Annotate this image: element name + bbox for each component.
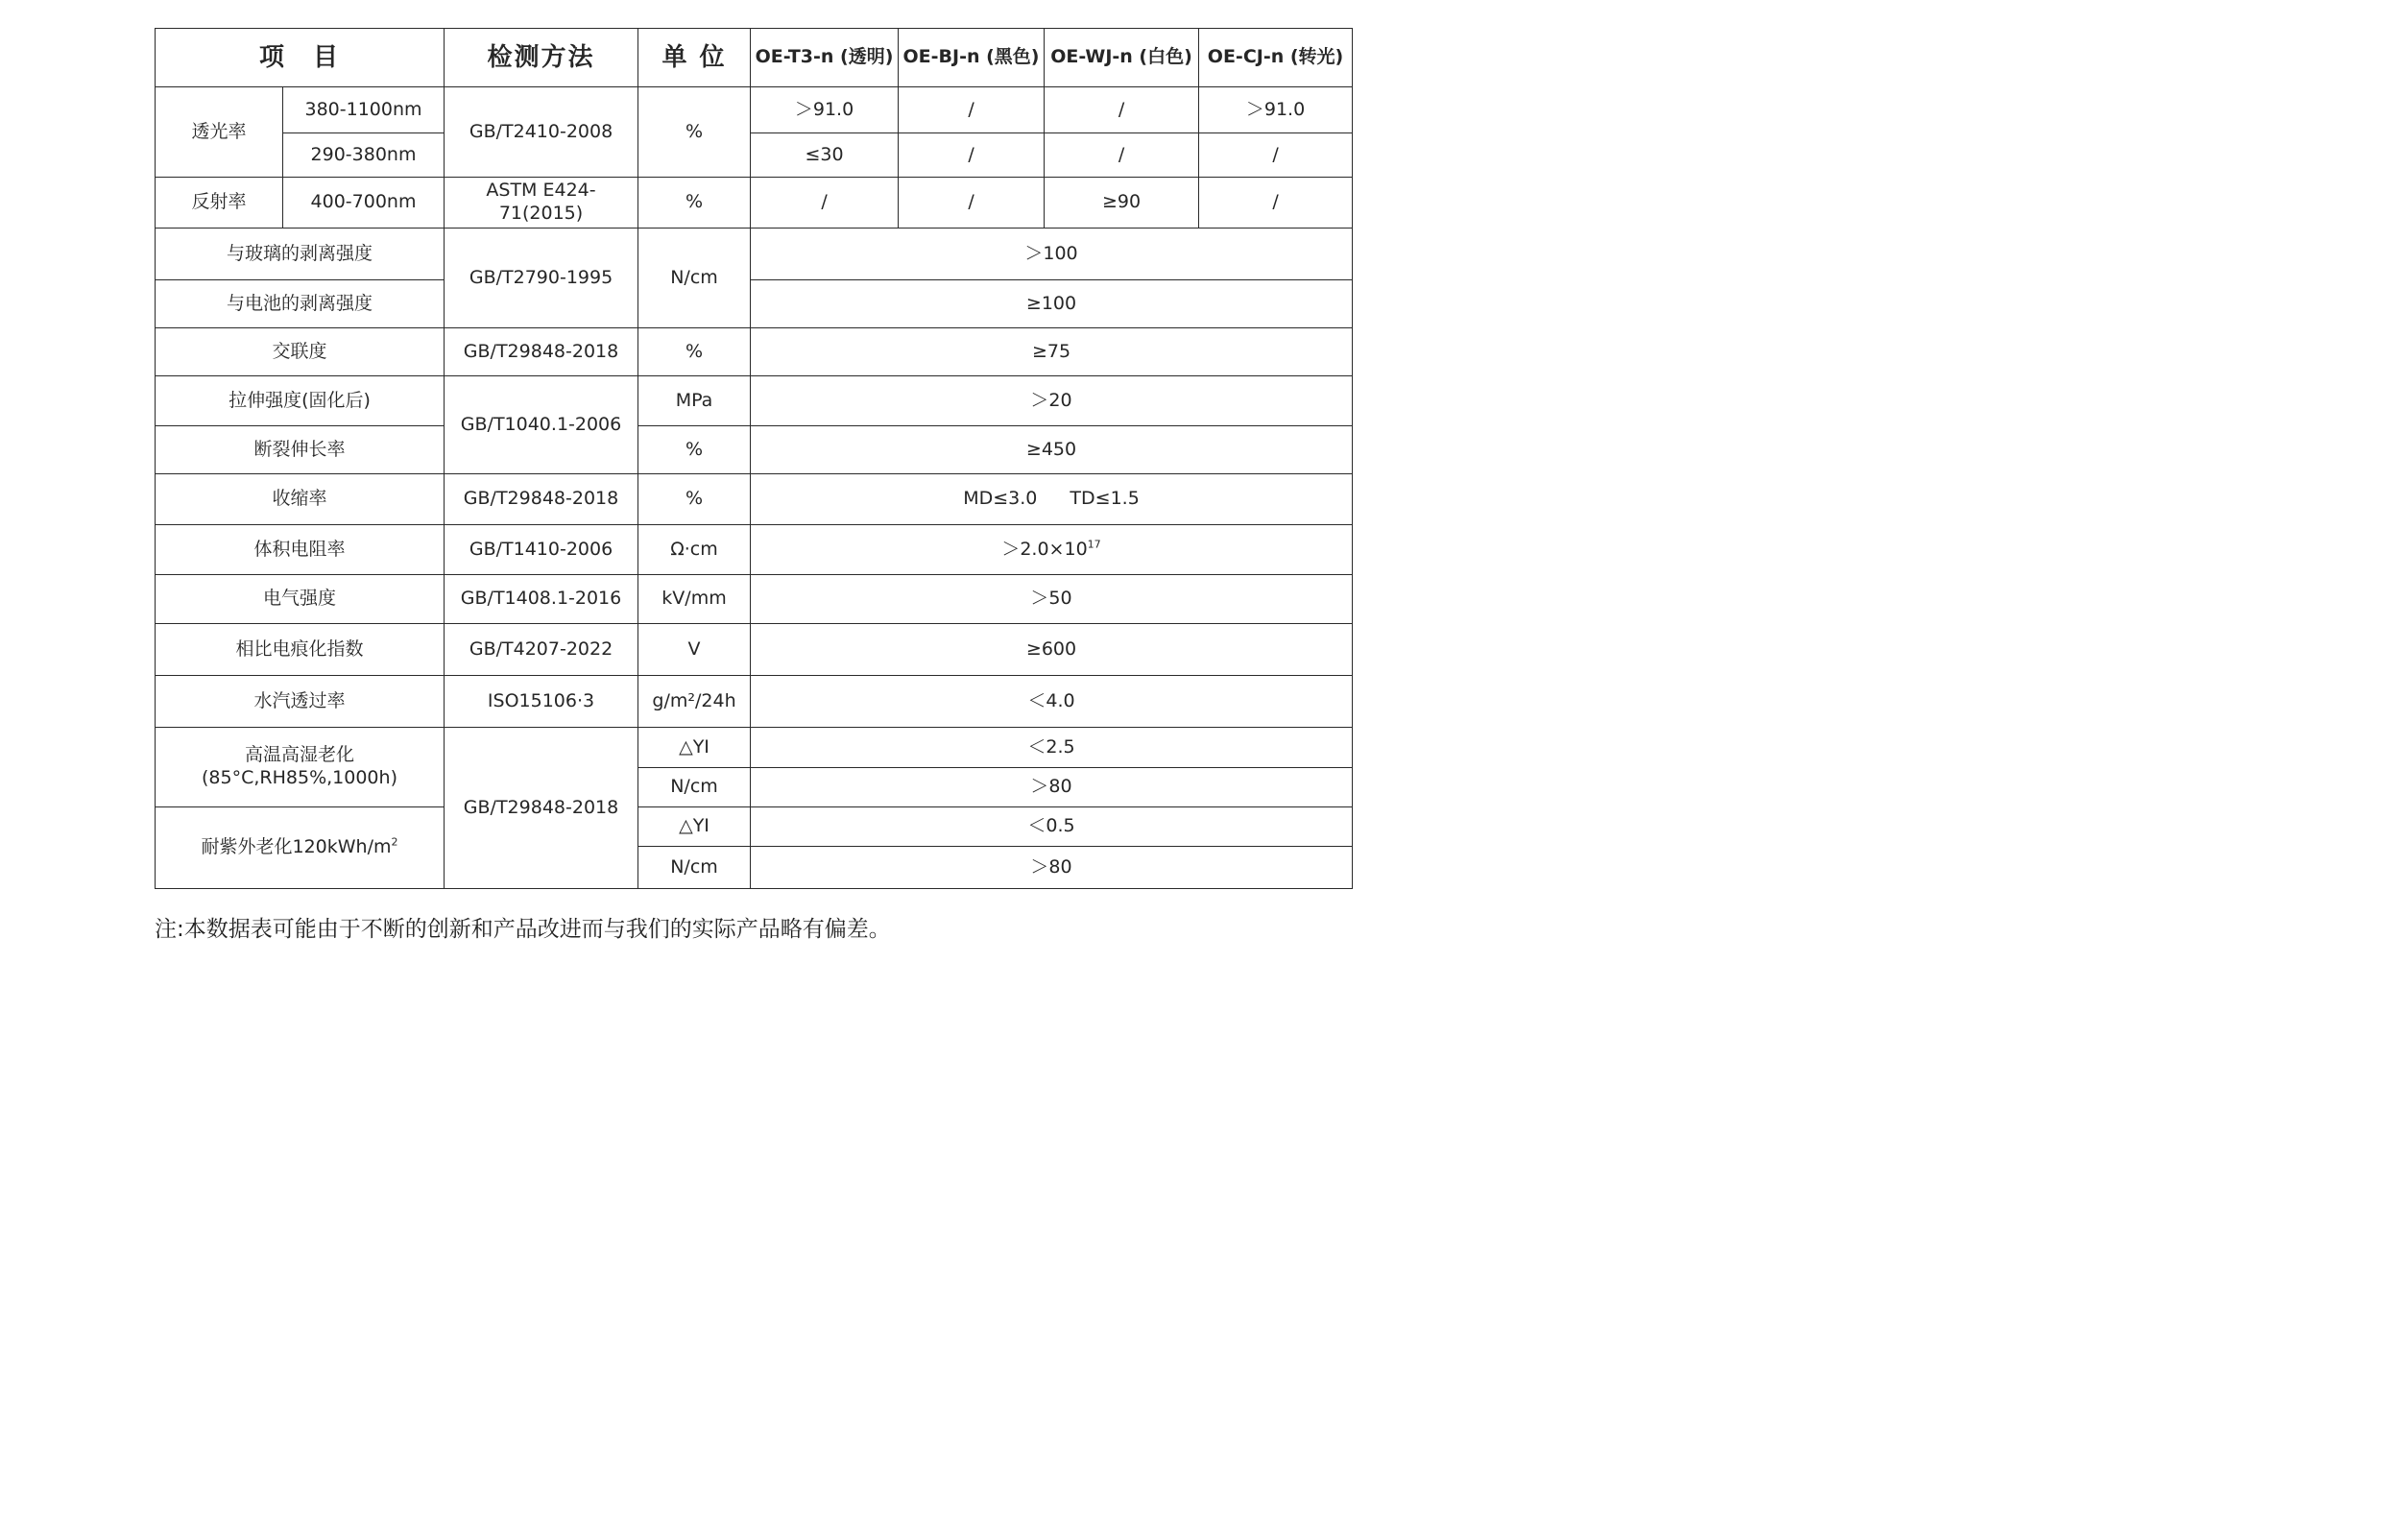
header-product-bj: OE-BJ-n (黑色) [899, 29, 1045, 87]
wvtr-method: ISO15106·3 [445, 676, 638, 728]
spec-table [155, 28, 1353, 889]
table-row [156, 87, 1353, 133]
electric-unit: kV/mm [638, 575, 751, 624]
uv-aging-label-exponent: 2 [391, 835, 398, 849]
electric-label: 电气强度 [156, 575, 445, 624]
resistivity-exponent: 17 [1087, 538, 1101, 551]
table-cell: ≥90 [1045, 178, 1199, 229]
table-cell: / [1045, 133, 1199, 178]
peel-cell-label: 与电池的剥离强度 [156, 280, 445, 328]
reflectance-label: 反射率 [156, 178, 283, 229]
tensile-method: GB/T1040.1-2006 [445, 376, 638, 474]
table-cell: ＞91.0 [1199, 87, 1353, 133]
peel-cell-value: ≥100 [751, 280, 1353, 328]
crosslink-method: GB/T29848-2018 [445, 328, 638, 376]
aging-method: GB/T29848-2018 [445, 728, 638, 889]
crosslink-label: 交联度 [156, 328, 445, 376]
crosslink-unit: % [638, 328, 751, 376]
table-row [156, 575, 1353, 624]
electric-value: ＞50 [751, 575, 1353, 624]
header-product-cj: OE-CJ-n (转光) [1199, 29, 1353, 87]
table-row [156, 280, 1353, 328]
resistivity-label: 体积电阻率 [156, 525, 445, 575]
reflectance-unit: % [638, 178, 751, 229]
uv-yi-value: ＜0.5 [751, 807, 1353, 847]
damp-heat-label-line1: 高温高湿老化 [245, 744, 355, 766]
wvtr-label: 水汽透过率 [156, 676, 445, 728]
resistivity-method: GB/T1410-2006 [445, 525, 638, 575]
table-cell: / [899, 133, 1045, 178]
damp-yi-value: ＜2.5 [751, 728, 1353, 768]
uv-aging-label-text: 耐紫外老化120kWh/m [201, 836, 392, 858]
peel-unit: N/cm [638, 229, 751, 328]
transmittance-method: GB/T2410-2008 [445, 87, 638, 178]
reflectance-range: 400-700nm [283, 178, 445, 229]
resistivity-value [751, 525, 1353, 575]
electric-method: GB/T1408.1-2016 [445, 575, 638, 624]
table-row [156, 728, 1353, 768]
peel-glass-label: 与玻璃的剥离强度 [156, 229, 445, 280]
shrink-method: GB/T29848-2018 [445, 474, 638, 525]
header-item: 项 目 [156, 29, 445, 87]
transmittance-range-2: 290-380nm [283, 133, 445, 178]
header-unit: 单 位 [638, 29, 751, 87]
uv-peel-value: ＞80 [751, 847, 1353, 889]
header-product-t3: OE-T3-n (透明) [751, 29, 899, 87]
table-cell: ≤30 [751, 133, 899, 178]
peel-glass-value: ＞100 [751, 229, 1353, 280]
transmittance-unit: % [638, 87, 751, 178]
reflectance-method: ASTM E424-71(2015) [445, 178, 638, 229]
uv-yi-unit: △YI [638, 807, 751, 847]
resistivity-mantissa: ＞2.0×10 [1001, 538, 1088, 560]
header-product-wj: OE-WJ-n (白色) [1045, 29, 1199, 87]
elongation-label: 断裂伸长率 [156, 426, 445, 474]
tensile-strength-unit: MPa [638, 376, 751, 426]
shrink-unit: % [638, 474, 751, 525]
table-row [156, 376, 1353, 426]
table-row [156, 133, 1353, 178]
table-row [156, 328, 1353, 376]
damp-peel-value: ＞80 [751, 768, 1353, 807]
table-cell: / [1199, 178, 1353, 229]
table-cell: / [751, 178, 899, 229]
table-cell: / [1045, 87, 1199, 133]
table-row [156, 178, 1353, 229]
transmittance-label: 透光率 [156, 87, 283, 178]
shrink-md: MD≤3.0 [963, 488, 1038, 510]
table-row [156, 474, 1353, 525]
crosslink-value: ≥75 [751, 328, 1353, 376]
footnote: 注:本数据表可能由于不断的创新和产品改进而与我们的实际产品略有偏差。 [155, 917, 891, 942]
elongation-unit: % [638, 426, 751, 474]
shrink-label: 收缩率 [156, 474, 445, 525]
table-row [156, 229, 1353, 280]
header-method: 检测方法 [445, 29, 638, 87]
cti-method: GB/T4207-2022 [445, 624, 638, 676]
cti-label: 相比电痕化指数 [156, 624, 445, 676]
table-row [156, 426, 1353, 474]
peel-method: GB/T2790-1995 [445, 229, 638, 328]
transmittance-range-1: 380-1100nm [283, 87, 445, 133]
table-cell: ＞91.0 [751, 87, 899, 133]
table-cell: / [1199, 133, 1353, 178]
resistivity-unit: Ω·cm [638, 525, 751, 575]
uv-peel-unit: N/cm [638, 847, 751, 889]
shrink-value [751, 474, 1353, 525]
damp-heat-label-line2: (85°C,RH85%,1000h) [202, 767, 397, 788]
table-cell: / [899, 178, 1045, 229]
wvtr-unit: g/m²/24h [638, 676, 751, 728]
tensile-strength-label: 拉伸强度(固化后) [156, 376, 445, 426]
cti-value: ≥600 [751, 624, 1353, 676]
uv-aging-label [156, 807, 445, 889]
tensile-strength-value: ＞20 [751, 376, 1353, 426]
shrink-td: TD≤1.5 [1070, 488, 1140, 510]
table-row [156, 525, 1353, 575]
damp-peel-unit: N/cm [638, 768, 751, 807]
wvtr-value: ＜4.0 [751, 676, 1353, 728]
elongation-value: ≥450 [751, 426, 1353, 474]
cti-unit: V [638, 624, 751, 676]
damp-heat-label [156, 728, 445, 807]
table-row [156, 807, 1353, 847]
table-cell: / [899, 87, 1045, 133]
damp-yi-unit: △YI [638, 728, 751, 768]
table-row [156, 676, 1353, 728]
header-row [156, 29, 1353, 87]
table-row [156, 624, 1353, 676]
